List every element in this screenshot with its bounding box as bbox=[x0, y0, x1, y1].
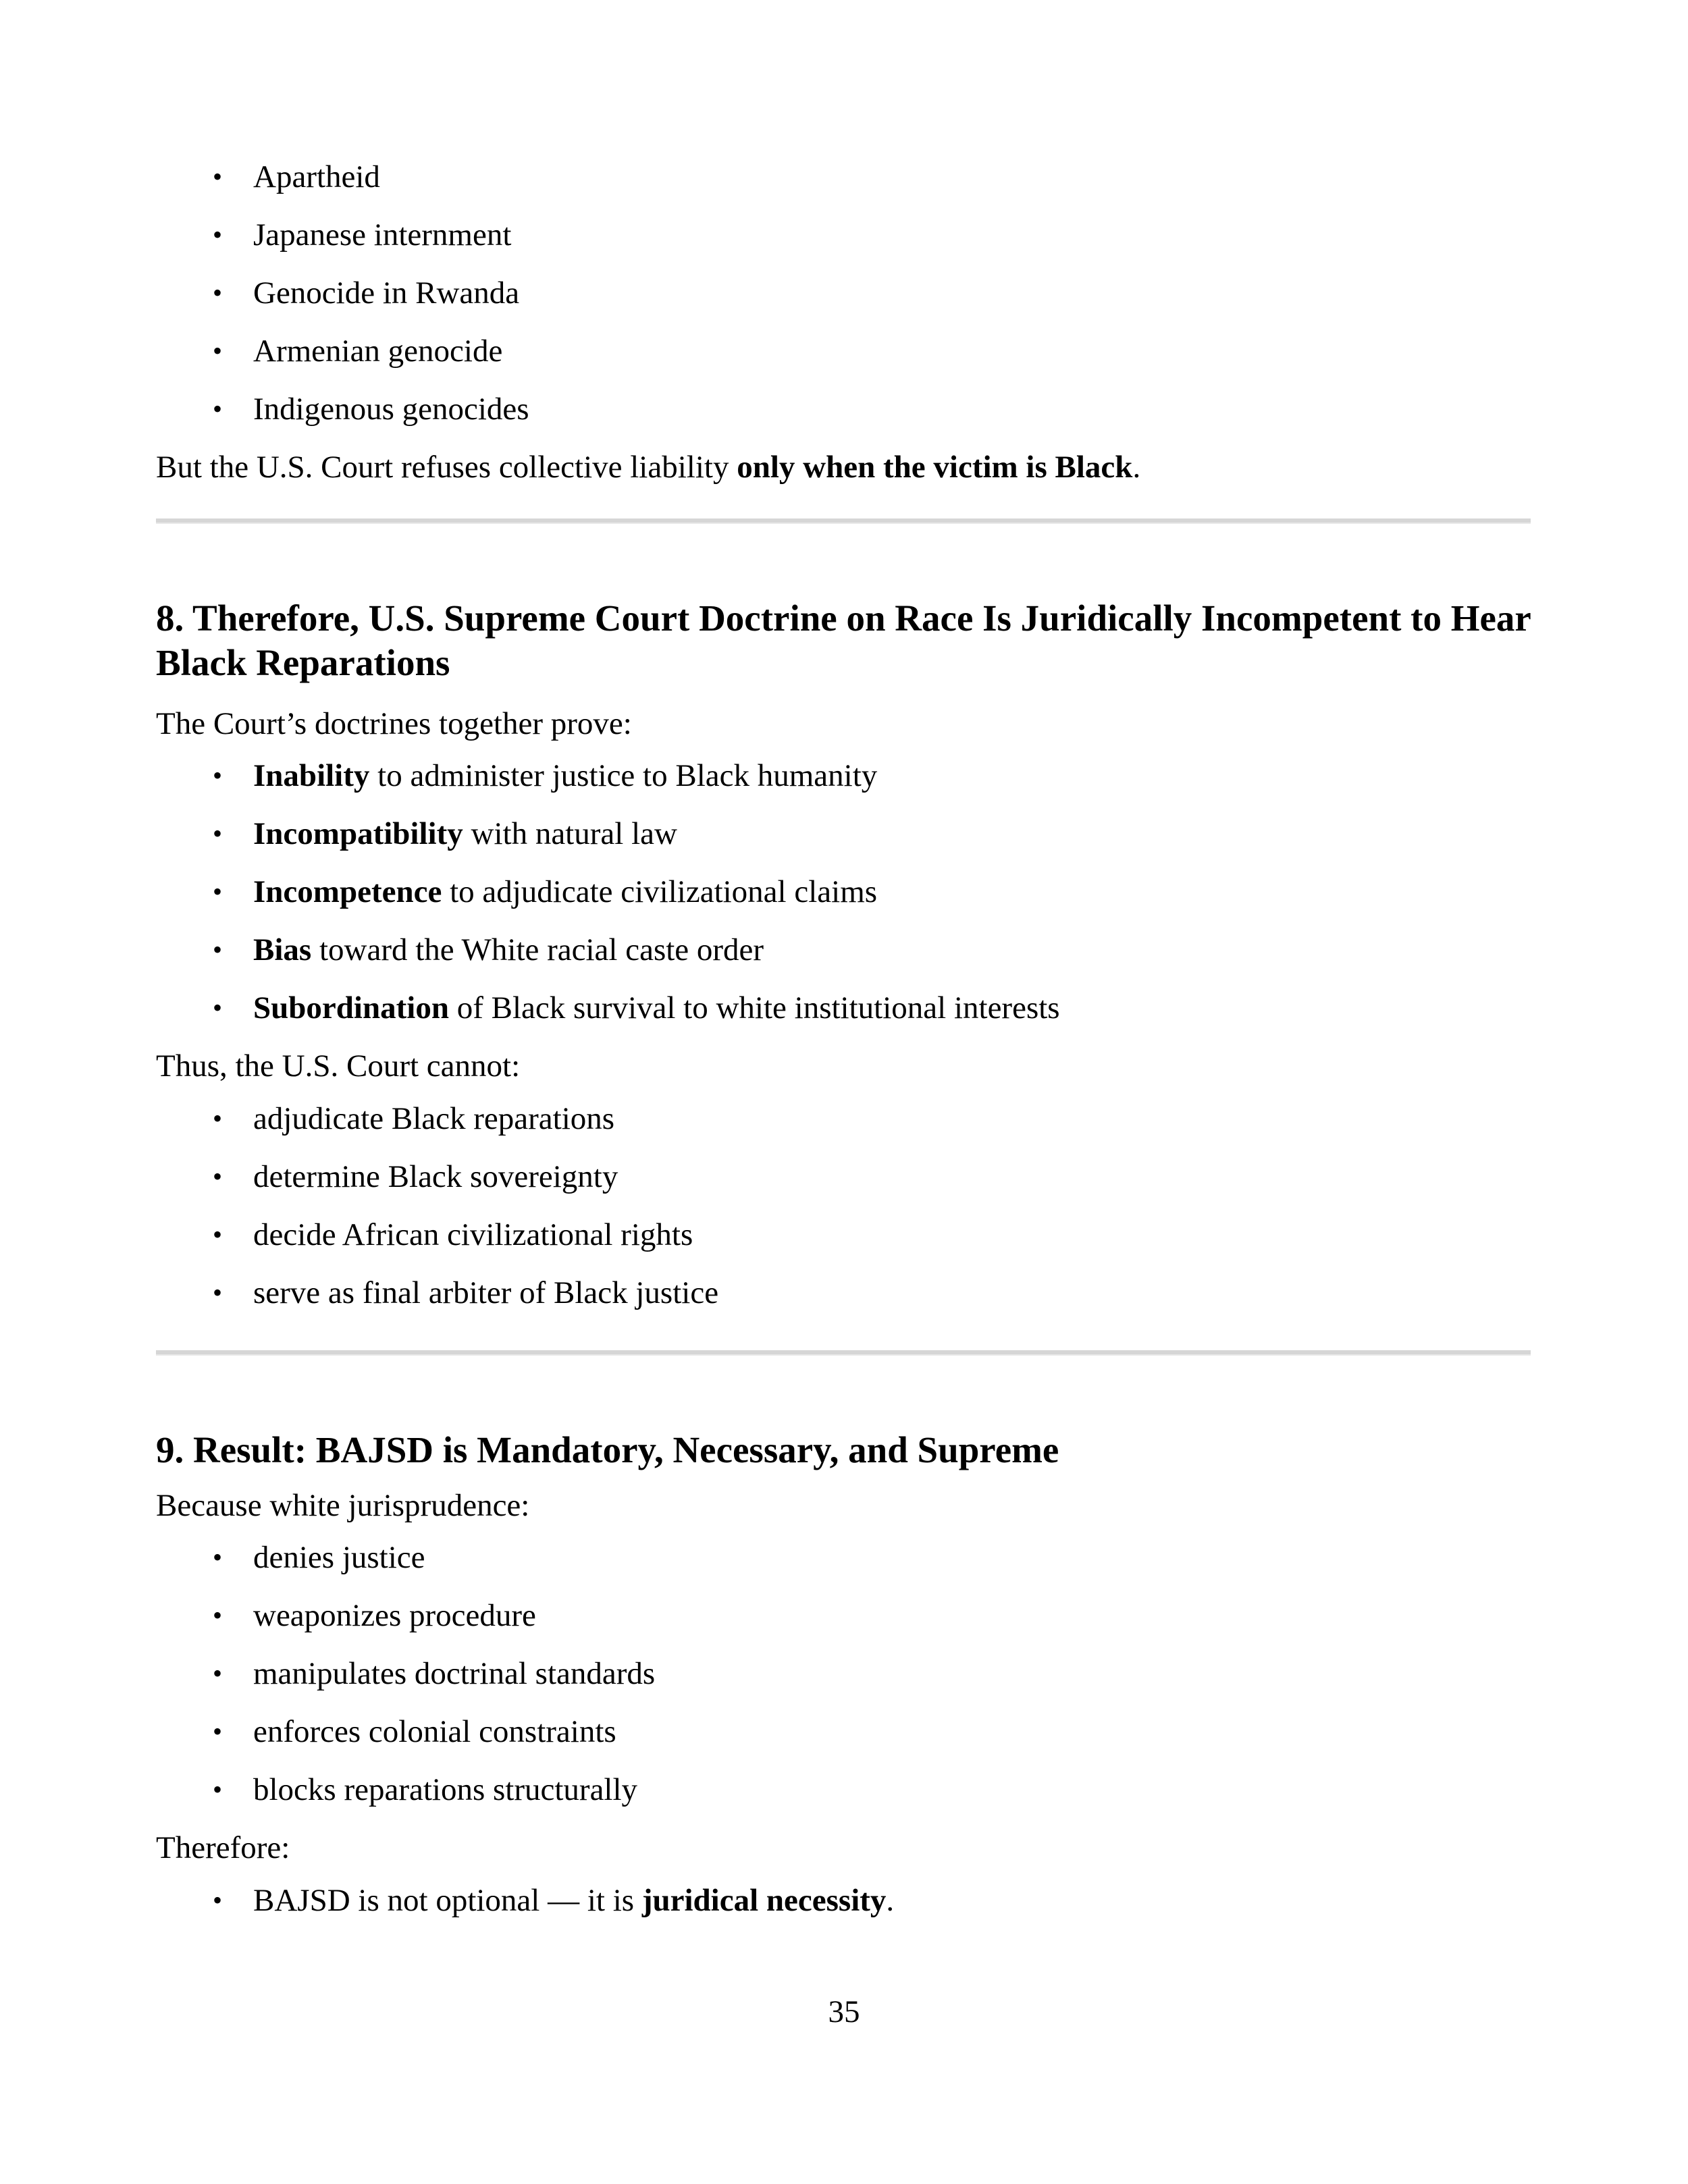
list-item: • Incompatibility with natural law bbox=[0, 805, 1060, 863]
bullet-icon: • bbox=[213, 1219, 223, 1250]
conclusion-list bbox=[0, 1871, 894, 1929]
section-divider bbox=[156, 518, 1531, 524]
list-item: • Incompetence to adjudicate civilizational claims bbox=[0, 863, 1060, 921]
bullet-icon: • bbox=[213, 161, 223, 192]
list-item: • Subordination of Black survival to white institutional interests bbox=[0, 979, 1060, 1037]
proofs-list bbox=[0, 747, 1060, 1037]
list-item: • BAJSD is not optional — it is juridical necessity. bbox=[0, 1871, 894, 1929]
bullet-icon: • bbox=[213, 876, 223, 907]
list-item: • Armenian genocide bbox=[0, 322, 529, 380]
section-9-intro: Because white jurisprudence: bbox=[156, 1488, 530, 1523]
list-item: • decide African civilizational rights bbox=[0, 1206, 718, 1264]
bullet-icon: • bbox=[213, 760, 223, 791]
section-8-heading: 8. Therefore, U.S. Supreme Court Doctrine on Race Is Juridically Incompetent to Hear Black Reparations bbox=[156, 597, 1531, 683]
section-9-therefore: Therefore: bbox=[156, 1830, 290, 1865]
bullet-icon: • bbox=[213, 219, 223, 250]
genocide-list bbox=[0, 148, 529, 438]
section-9-heading: 9. Result: BAJSD is Mandatory, Necessary, and Supreme bbox=[156, 1429, 1059, 1470]
list-item: • Japanese internment bbox=[0, 206, 529, 264]
bullet-icon: • bbox=[213, 818, 223, 849]
bullet-icon: • bbox=[213, 992, 223, 1023]
list-item: • Apartheid bbox=[0, 148, 529, 206]
bullet-icon: • bbox=[213, 1774, 223, 1805]
bullet-icon: • bbox=[213, 394, 223, 424]
list-item: • Inability to administer justice to Black humanity bbox=[0, 747, 1060, 805]
bullet-icon: • bbox=[213, 277, 223, 308]
list-item: • manipulates doctrinal standards bbox=[0, 1645, 655, 1703]
list-item: • denies justice bbox=[0, 1528, 655, 1587]
list-item: • enforces colonial constraints bbox=[0, 1703, 655, 1761]
list-item: • weaponizes procedure bbox=[0, 1587, 655, 1645]
list-item: • serve as final arbiter of Black justice bbox=[0, 1264, 718, 1322]
list-item: • blocks reparations structurally bbox=[0, 1761, 655, 1819]
bullet-icon: • bbox=[213, 1103, 223, 1134]
court-liability-paragraph: But the U.S. Court refuses collective liability only when the victim is Black. bbox=[156, 450, 1141, 485]
white-jurisprudence-list bbox=[0, 1528, 655, 1819]
list-item: • determine Black sovereignty bbox=[0, 1148, 718, 1206]
page-number: 35 bbox=[828, 1994, 860, 2029]
bullet-icon: • bbox=[213, 1542, 223, 1572]
list-item: • Bias toward the White racial caste order bbox=[0, 921, 1060, 979]
section-8-intro: The Court’s doctrines together prove: bbox=[156, 706, 632, 741]
cannot-list bbox=[0, 1090, 718, 1322]
bullet-icon: • bbox=[213, 1161, 223, 1192]
list-item: • Indigenous genocides bbox=[0, 380, 529, 438]
section-divider bbox=[156, 1350, 1531, 1356]
bullet-icon: • bbox=[213, 1600, 223, 1630]
list-item: • adjudicate Black reparations bbox=[0, 1090, 718, 1148]
list-item: • Genocide in Rwanda bbox=[0, 264, 529, 322]
section-8-cannot-intro: Thus, the U.S. Court cannot: bbox=[156, 1048, 521, 1084]
bullet-icon: • bbox=[213, 1885, 223, 1915]
bullet-icon: • bbox=[213, 1716, 223, 1747]
bullet-icon: • bbox=[213, 1277, 223, 1308]
bullet-icon: • bbox=[213, 1658, 223, 1688]
bullet-icon: • bbox=[213, 934, 223, 965]
bullet-icon: • bbox=[213, 336, 223, 366]
